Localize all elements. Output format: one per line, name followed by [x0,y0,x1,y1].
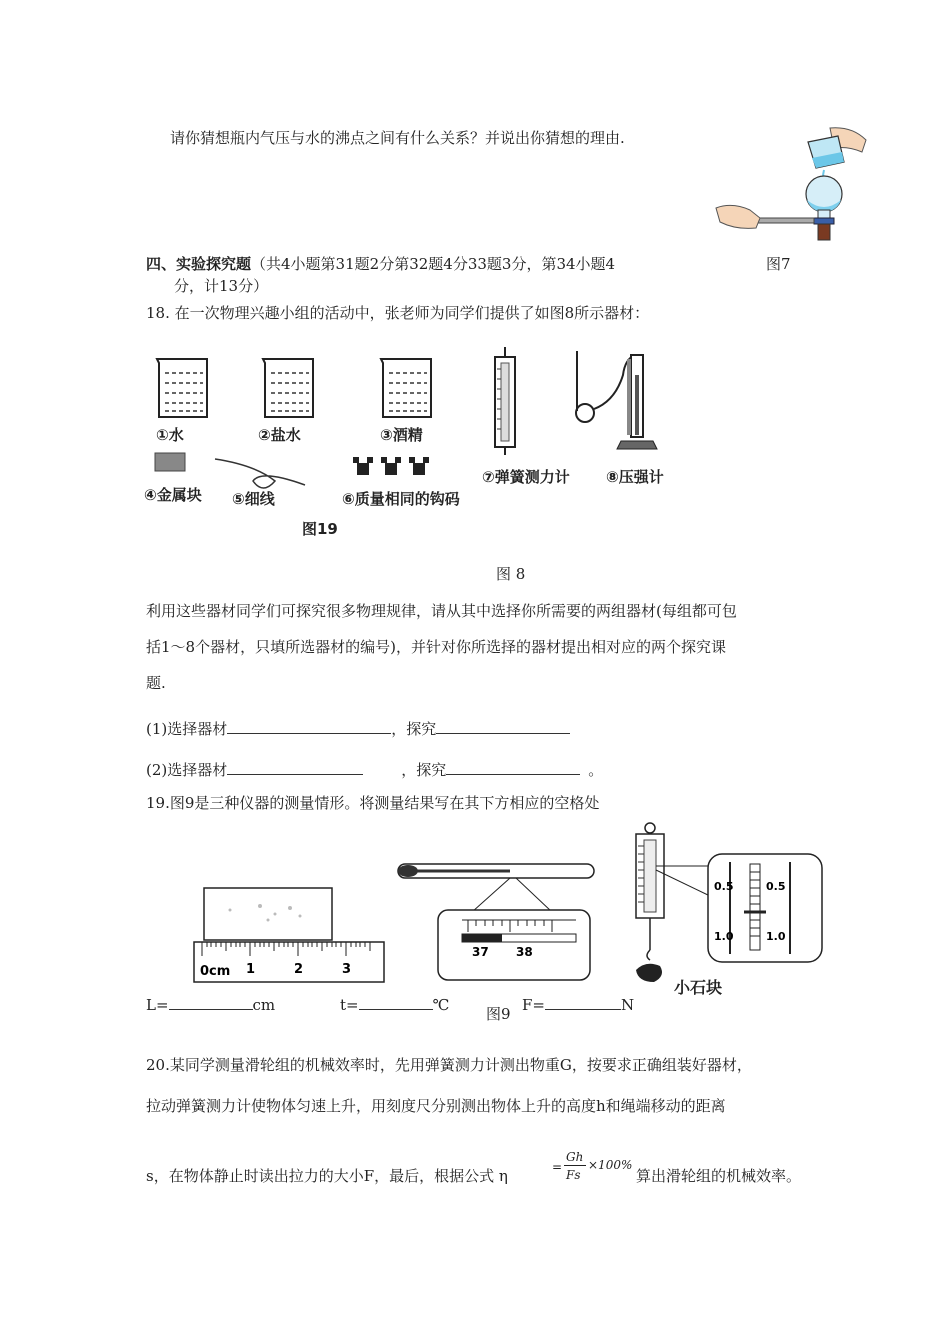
item-1-label: ①水 [156,426,184,444]
section4-detail: （共4小题第31题2分第32题4分33题3分，第34小题4 [251,255,616,273]
spring-scale-figure [626,820,832,998]
hand-holding-icon [716,205,760,228]
q19-intro: 19.图9是三种仪器的测量情形。将测量结果写在其下方相应的空格处 [146,794,600,812]
fig7-caption: 图7 [766,255,791,273]
t-blank[interactable] [359,993,433,1010]
scale-tick-1.0-left: 1.0 [714,930,734,943]
beaker-saltwater-icon [263,359,313,417]
q20-line2: 拉动弹簧测力计使物体匀速上升，用刻度尺分别测出物体上升的高度h和绳端移动的距离 [146,1097,726,1115]
item-3-label: ③酒精 [380,426,423,444]
q20-line1: 20.某同学测量滑轮组的机械效率时，先用弹簧测力计测出物重G，按要求正确组装好器材， [146,1056,752,1074]
formula-bar [564,1165,586,1166]
q20-line3-start: s，在物体静止时读出拉力的大小F，最后，根据公式 η [146,1167,508,1185]
q18-answer-1 [146,717,570,739]
answer2-prefix: (2)选择器材 [146,761,228,779]
L-blank[interactable] [169,993,253,1010]
F-prefix: F= [522,996,545,1014]
L-unit: cm [252,996,276,1014]
thermo-tick-37: 37 [472,945,489,959]
scale-tick-0.5-right: 0.5 [766,880,786,893]
t-unit: ℃ [432,996,450,1014]
answer1-materials-blank[interactable] [227,717,391,734]
answer2-end: 。 [588,761,604,779]
ruler-figure [190,880,390,986]
scale-magnified-icon [708,854,822,962]
scale-tick-0.5-left: 0.5 [714,880,734,893]
hook-weights-icon [353,457,429,475]
answer1-prefix: (1)选择器材 [146,720,228,738]
formula-eq: = [552,1160,563,1174]
q18-body-line2: 括1～8个器材，只填所选器材的编号)，并针对你所选择的器材提出相对应的两个探究课 [146,638,726,656]
q18-body-line3: 题. [146,674,166,692]
metal-block-icon [155,453,185,471]
F-answer [522,993,634,1015]
scale-tick-1.0-right: 1.0 [766,930,786,943]
ruler-tick-3: 3 [342,962,352,977]
stone-label: 小石块 [674,978,723,997]
section4-heading-line1 [146,254,615,274]
ruler-tick-1: 1 [246,962,256,977]
stone-icon [636,964,662,982]
ruler-tick-0: 0cm [200,964,231,979]
thermo-tick-38: 38 [516,945,533,959]
item-5-label: ⑤细线 [232,490,275,508]
fig8-apparatus [145,345,685,545]
measured-block-icon [204,888,332,940]
item-4-label: ④金属块 [144,486,202,504]
L-answer [146,993,275,1015]
section4-heading: 四、实验探究题 [146,255,252,273]
answer1-topic-blank[interactable] [436,717,570,734]
thermometer-figure [392,852,602,984]
fig8-inner-caption: 图19 [302,520,338,538]
L-prefix: L= [146,996,169,1014]
fig8-caption: 图 8 [496,565,526,583]
beaker-water-icon [157,359,207,417]
answer2-mid: ，探究 [401,761,447,779]
q18-answer-2 [146,758,603,780]
section4-detail-line2: 分，计13分） [174,277,269,295]
formula-denominator: Fs [566,1168,581,1182]
q18-intro: 18. 在一次物理兴趣小组的活动中，张老师为同学们提供了如图8所示器材： [146,304,650,322]
q17-question: 请你猜想瓶内气压与水的沸点之间有什么关系？并说出你猜想的理由. [170,129,625,147]
t-answer [340,993,449,1015]
fig9-caption: 图9 [486,1005,511,1023]
spring-scale-icon [495,347,515,455]
item-7-label: ⑦弹簧测力计 [482,468,570,486]
answer2-materials-blank[interactable] [227,758,363,775]
q20-line3-end: 算出滑轮组的机械效率。 [636,1167,802,1185]
item-2-label: ②盐水 [258,426,301,444]
F-unit: N [620,996,635,1014]
formula-percent: ×100% [588,1158,633,1172]
answer1-mid: ，探究 [391,720,437,738]
item-6-label: ⑥质量相同的钩码 [342,490,460,508]
answer2-topic-blank[interactable] [446,758,580,775]
formula-numerator: Gh [566,1150,584,1164]
fig7-boiling-flask [712,122,872,244]
efficiency-formula [548,1150,634,1190]
thread-icon [215,459,305,488]
beaker-alcohol-icon [381,359,431,417]
ruler-tick-2: 2 [294,962,304,977]
pressure-gauge-icon [576,351,657,449]
item-8-label: ⑧压强计 [606,468,664,486]
q18-body-line1: 利用这些器材同学们可探究很多物理规律，请从其中选择你所需要的两组器材(每组都可包 [146,602,737,620]
t-prefix: t= [340,996,359,1014]
F-blank[interactable] [545,993,621,1010]
